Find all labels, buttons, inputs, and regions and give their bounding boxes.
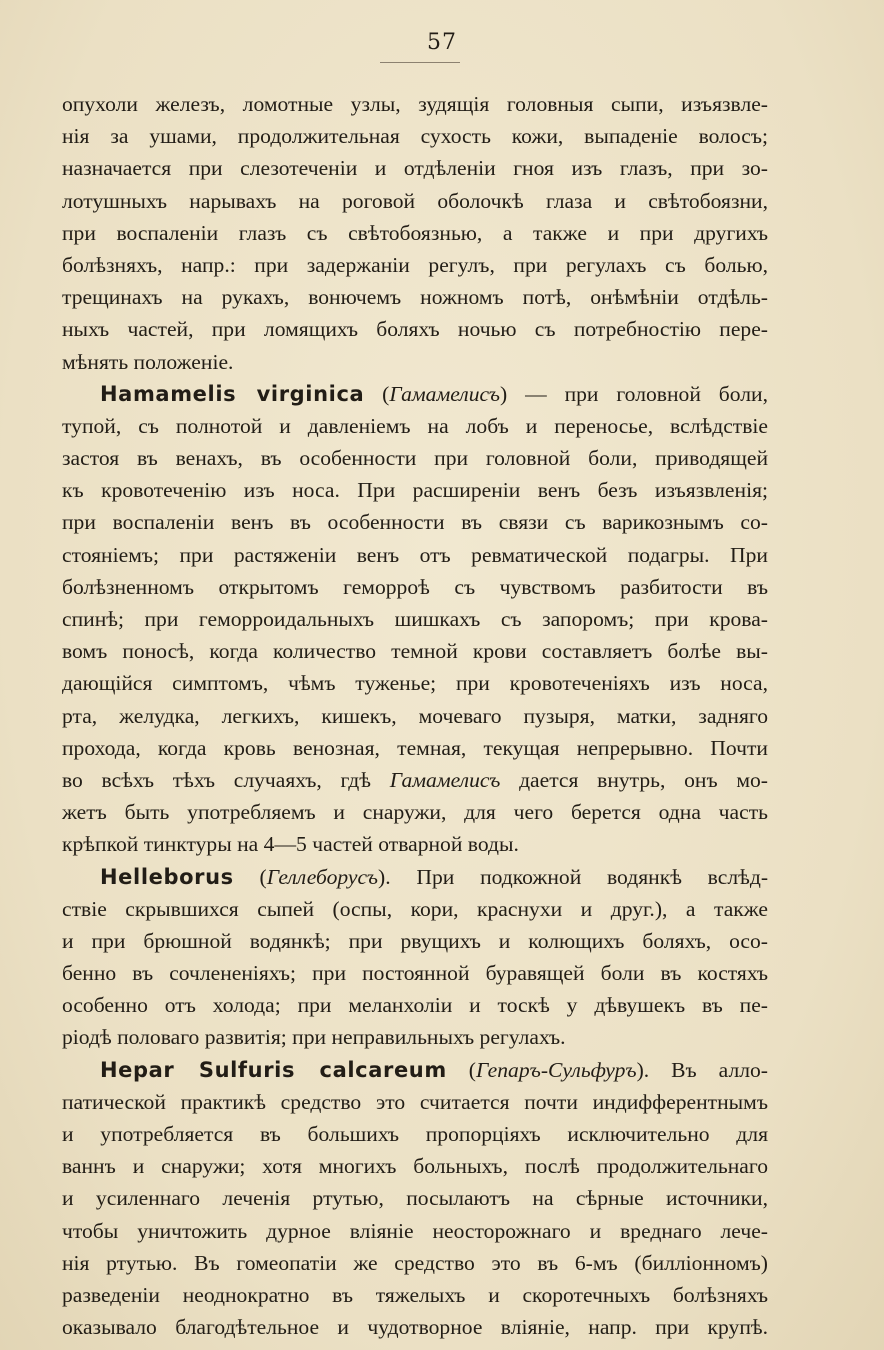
text-run: тупой, съ полнотой и давленіемъ на лобъ и переносье, вслѣдствіе [62,413,768,438]
text-run: рта, желудка, легкихъ, кишекъ, мочеваго пузыря, матки, задняго [62,703,768,728]
text-run: ныхъ частей, при ломящихъ боляхъ ночью съ потребностію пере- [62,317,768,342]
text-line [62,1021,768,1053]
text-run: дающійся симптомъ, чѣмъ туженье; при кровотеченіяхъ изъ носа, [62,671,768,696]
text-line [62,893,768,925]
text-run: и употребляется въ большихъ пропорціяхъ исключительно для [62,1122,768,1146]
text-line [62,732,768,764]
text-line [62,828,768,860]
text-line [62,88,768,120]
text-line [62,1215,768,1247]
text-line [62,861,768,893]
text-line [62,1118,768,1150]
text-line [62,152,768,184]
text-run: болѣзненномъ открытомъ геморроѣ съ чувствомъ разбитости въ [62,574,768,599]
text-line [62,281,768,313]
page-number: 57 [427,30,457,55]
text-run: назначается при слезотеченіи и отдѣленіи гноя изъ глазъ, при зо- [62,156,768,181]
text-run: трещинахъ на рукахъ, вонючемъ ножномъ потѣ, онѣмѣніи отдѣль- [62,285,768,310]
text-line [62,120,768,152]
text-run: дается внутрь, онъ мо- [500,767,768,792]
text-run: оказывало благодѣтельное и чудотворное вліяніе, напр. при крупѣ. [62,1315,768,1340]
text-run: къ кровотеченію изъ носа. При расширеніи венъ безъ изъязвленія; [62,478,768,503]
text-run: ). При подкожной водянкѣ вслѣд- [378,864,769,889]
text-line [62,1311,768,1343]
text-line [62,957,768,989]
text-run: ваннъ и снаружи; хотя многихъ больныхъ, послѣ продолжительнаго [62,1154,768,1179]
text-line [62,635,768,667]
text-run: патической практикѣ средство это считается почти индифферентнымъ [62,1089,768,1114]
body-text [62,88,768,1343]
remedy-russian-name: Гепаръ-Сульфуръ [476,1057,637,1082]
text-line [62,989,768,1021]
text-run: ствіе скрывшихся сыпей (оспы, кори, краснухи и друг.), а также [62,896,768,921]
text-run: ( [233,864,267,889]
remedy-name: Hamamelis virginica [100,381,365,406]
text-line [62,217,768,249]
text-line [62,185,768,217]
text-run: лотушныхъ нарывахъ на роговой оболочкѣ глаза и свѣтобоязни, [62,188,768,213]
text-line [62,1086,768,1118]
text-run: чтобы уничтожить дурное вліяніе неосторожнаго и вреднаго лече- [62,1218,768,1243]
text-run: жетъ быть употребляемъ и снаружи, для чего берется одна часть [62,800,768,825]
remedy-russian-name: Гамамелисъ [389,767,501,792]
text-line [62,1182,768,1214]
text-run: крѣпкой тинктуры на 4—5 частей отварной воды. [62,832,519,857]
text-run: и при брюшной водянкѣ; при рвущихъ и колющихъ боляхъ, осо- [62,928,768,953]
text-run: бенно въ сочлененіяхъ; при постоянной буравящей боли въ костяхъ [62,961,768,986]
text-run: нія ртутью. Въ гомеопатіи же средство это въ 6-мъ (билліонномъ) [62,1250,768,1275]
text-line [62,506,768,538]
text-line [62,700,768,732]
text-run: прохода, когда кровь венозная, темная, текущая непрерывно. Почти [62,735,768,760]
remedy-russian-name: Гамамелисъ [389,381,501,406]
text-run: при воспаленіи венъ въ особенности въ связи съ варикознымъ со- [62,510,768,535]
text-line [62,346,768,378]
text-run: разведеніи неоднократно въ тяжелыхъ и скоротечныхъ болѣзняхъ [62,1282,768,1307]
page-number-rule [380,62,460,63]
text-line [62,1247,768,1279]
text-line [62,796,768,828]
text-run: мѣнять положеніе. [62,349,234,374]
text-run: ( [364,381,390,406]
text-line [62,539,768,571]
text-run: особенно отъ холода; при меланхоліи и тоскѣ у дѣвушекъ въ пе- [62,993,768,1018]
text-run: болѣзняхъ, напр.: при задержаніи регулъ, при регулахъ съ болью, [62,252,768,277]
text-line [62,764,768,796]
text-line [62,603,768,635]
text-run: застоя въ венахъ, въ особенности при головной боли, приводящей [62,446,768,471]
remedy-russian-name: Геллеборусъ [266,864,379,889]
text-line [62,474,768,506]
text-run: вомъ поносѣ, когда количество темной крови составляетъ болѣе вы- [62,639,768,664]
remedy-name: Hepar Sulfuris calcareum [100,1057,447,1082]
text-line [62,1150,768,1182]
text-line [62,378,768,410]
remedy-name: Helleborus [100,864,234,889]
text-line [62,1054,768,1086]
text-run: ). Въ алло- [636,1057,768,1082]
text-run: при воспаленіи глазъ съ свѣтобоязнью, а также и при другихъ [62,220,768,245]
text-line [62,313,768,345]
text-run: и усиленнаго леченія ртутью, посылаютъ на сѣрные источники, [62,1186,768,1211]
text-run: ) — при головной боли, [500,381,768,406]
text-line [62,442,768,474]
text-run: опухоли железъ, ломотные узлы, зудящія головныя сыпи, изъязвле- [62,92,768,116]
text-run: спинѣ; при геморроидальныхъ шишкахъ съ запоромъ; при крова- [62,607,768,631]
text-run: стояніемъ; при растяженіи венъ отъ ревматической подагры. При [62,542,768,567]
text-line [62,249,768,281]
text-line [62,1279,768,1311]
text-run: нія за ушами, продолжительная сухость кожи, выпаденіе волосъ; [62,124,768,149]
text-line [62,925,768,957]
text-run: ( [446,1057,476,1082]
text-run: во всѣхъ тѣхъ случаяхъ, гдѣ [62,767,390,792]
text-run: ріодѣ половаго развитія; при неправильныхъ регулахъ. [62,1025,566,1050]
text-line [62,571,768,603]
text-line [62,410,768,442]
text-line [62,667,768,699]
